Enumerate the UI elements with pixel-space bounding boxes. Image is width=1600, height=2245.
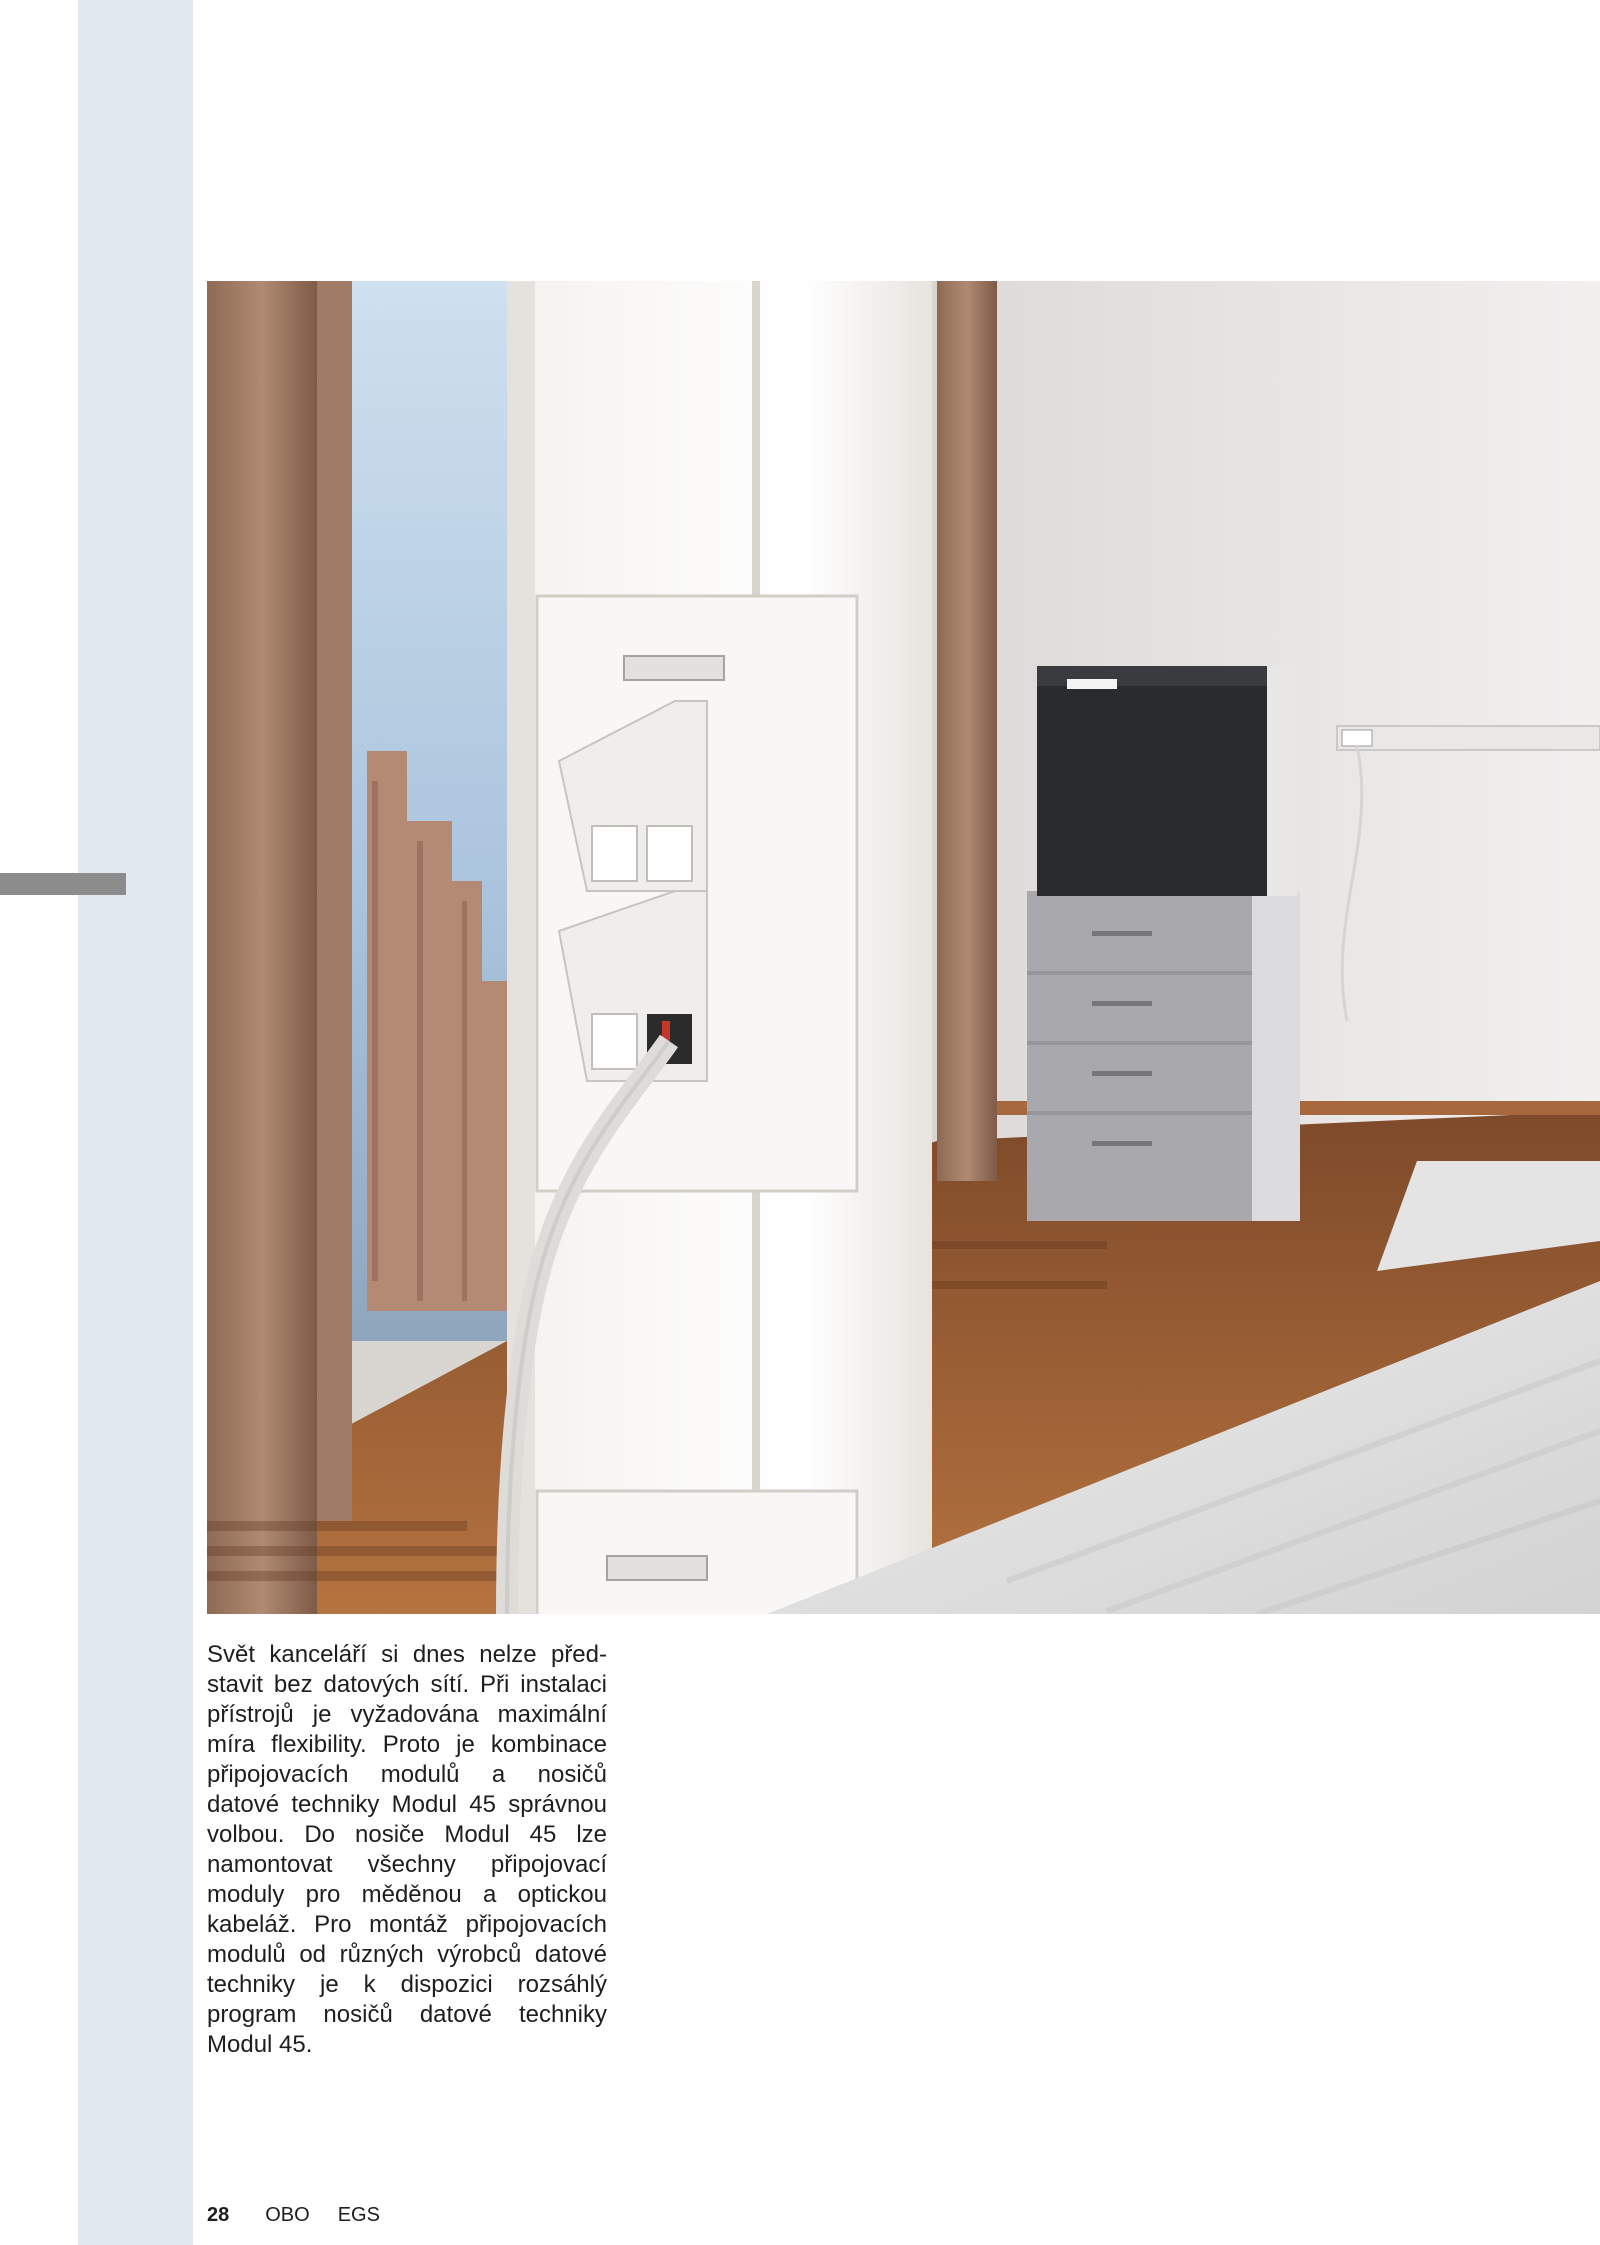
page-footer bbox=[207, 2204, 380, 2227]
office-photo bbox=[207, 281, 1600, 1614]
page-number: 28 bbox=[207, 2204, 230, 2226]
side-marker bbox=[0, 873, 126, 895]
office-photo-illustration bbox=[207, 281, 1600, 1614]
body-text: Svět kanceláří si dnes nelze představit bez datových sítí. Při instalaci přístrojů je vyžadována maximální míra flexibility. Proto je kombinace připojovacích modulů a nosičů datové techniky Modul 45 správnou volbou. Do nosiče Modul 45 lze namontovat všechny připojovací moduly pro měděnou a optickou kabeláž. Pro montáž připojovacích modulů od různých výrobců datové techniky je k dispozici rozsáhlý program nosičů datové techniky Modul 45. bbox=[207, 1641, 607, 2058]
footer-section: EGS bbox=[337, 2204, 380, 2226]
side-band bbox=[78, 0, 193, 2245]
footer-brand: OBO bbox=[265, 2204, 310, 2226]
